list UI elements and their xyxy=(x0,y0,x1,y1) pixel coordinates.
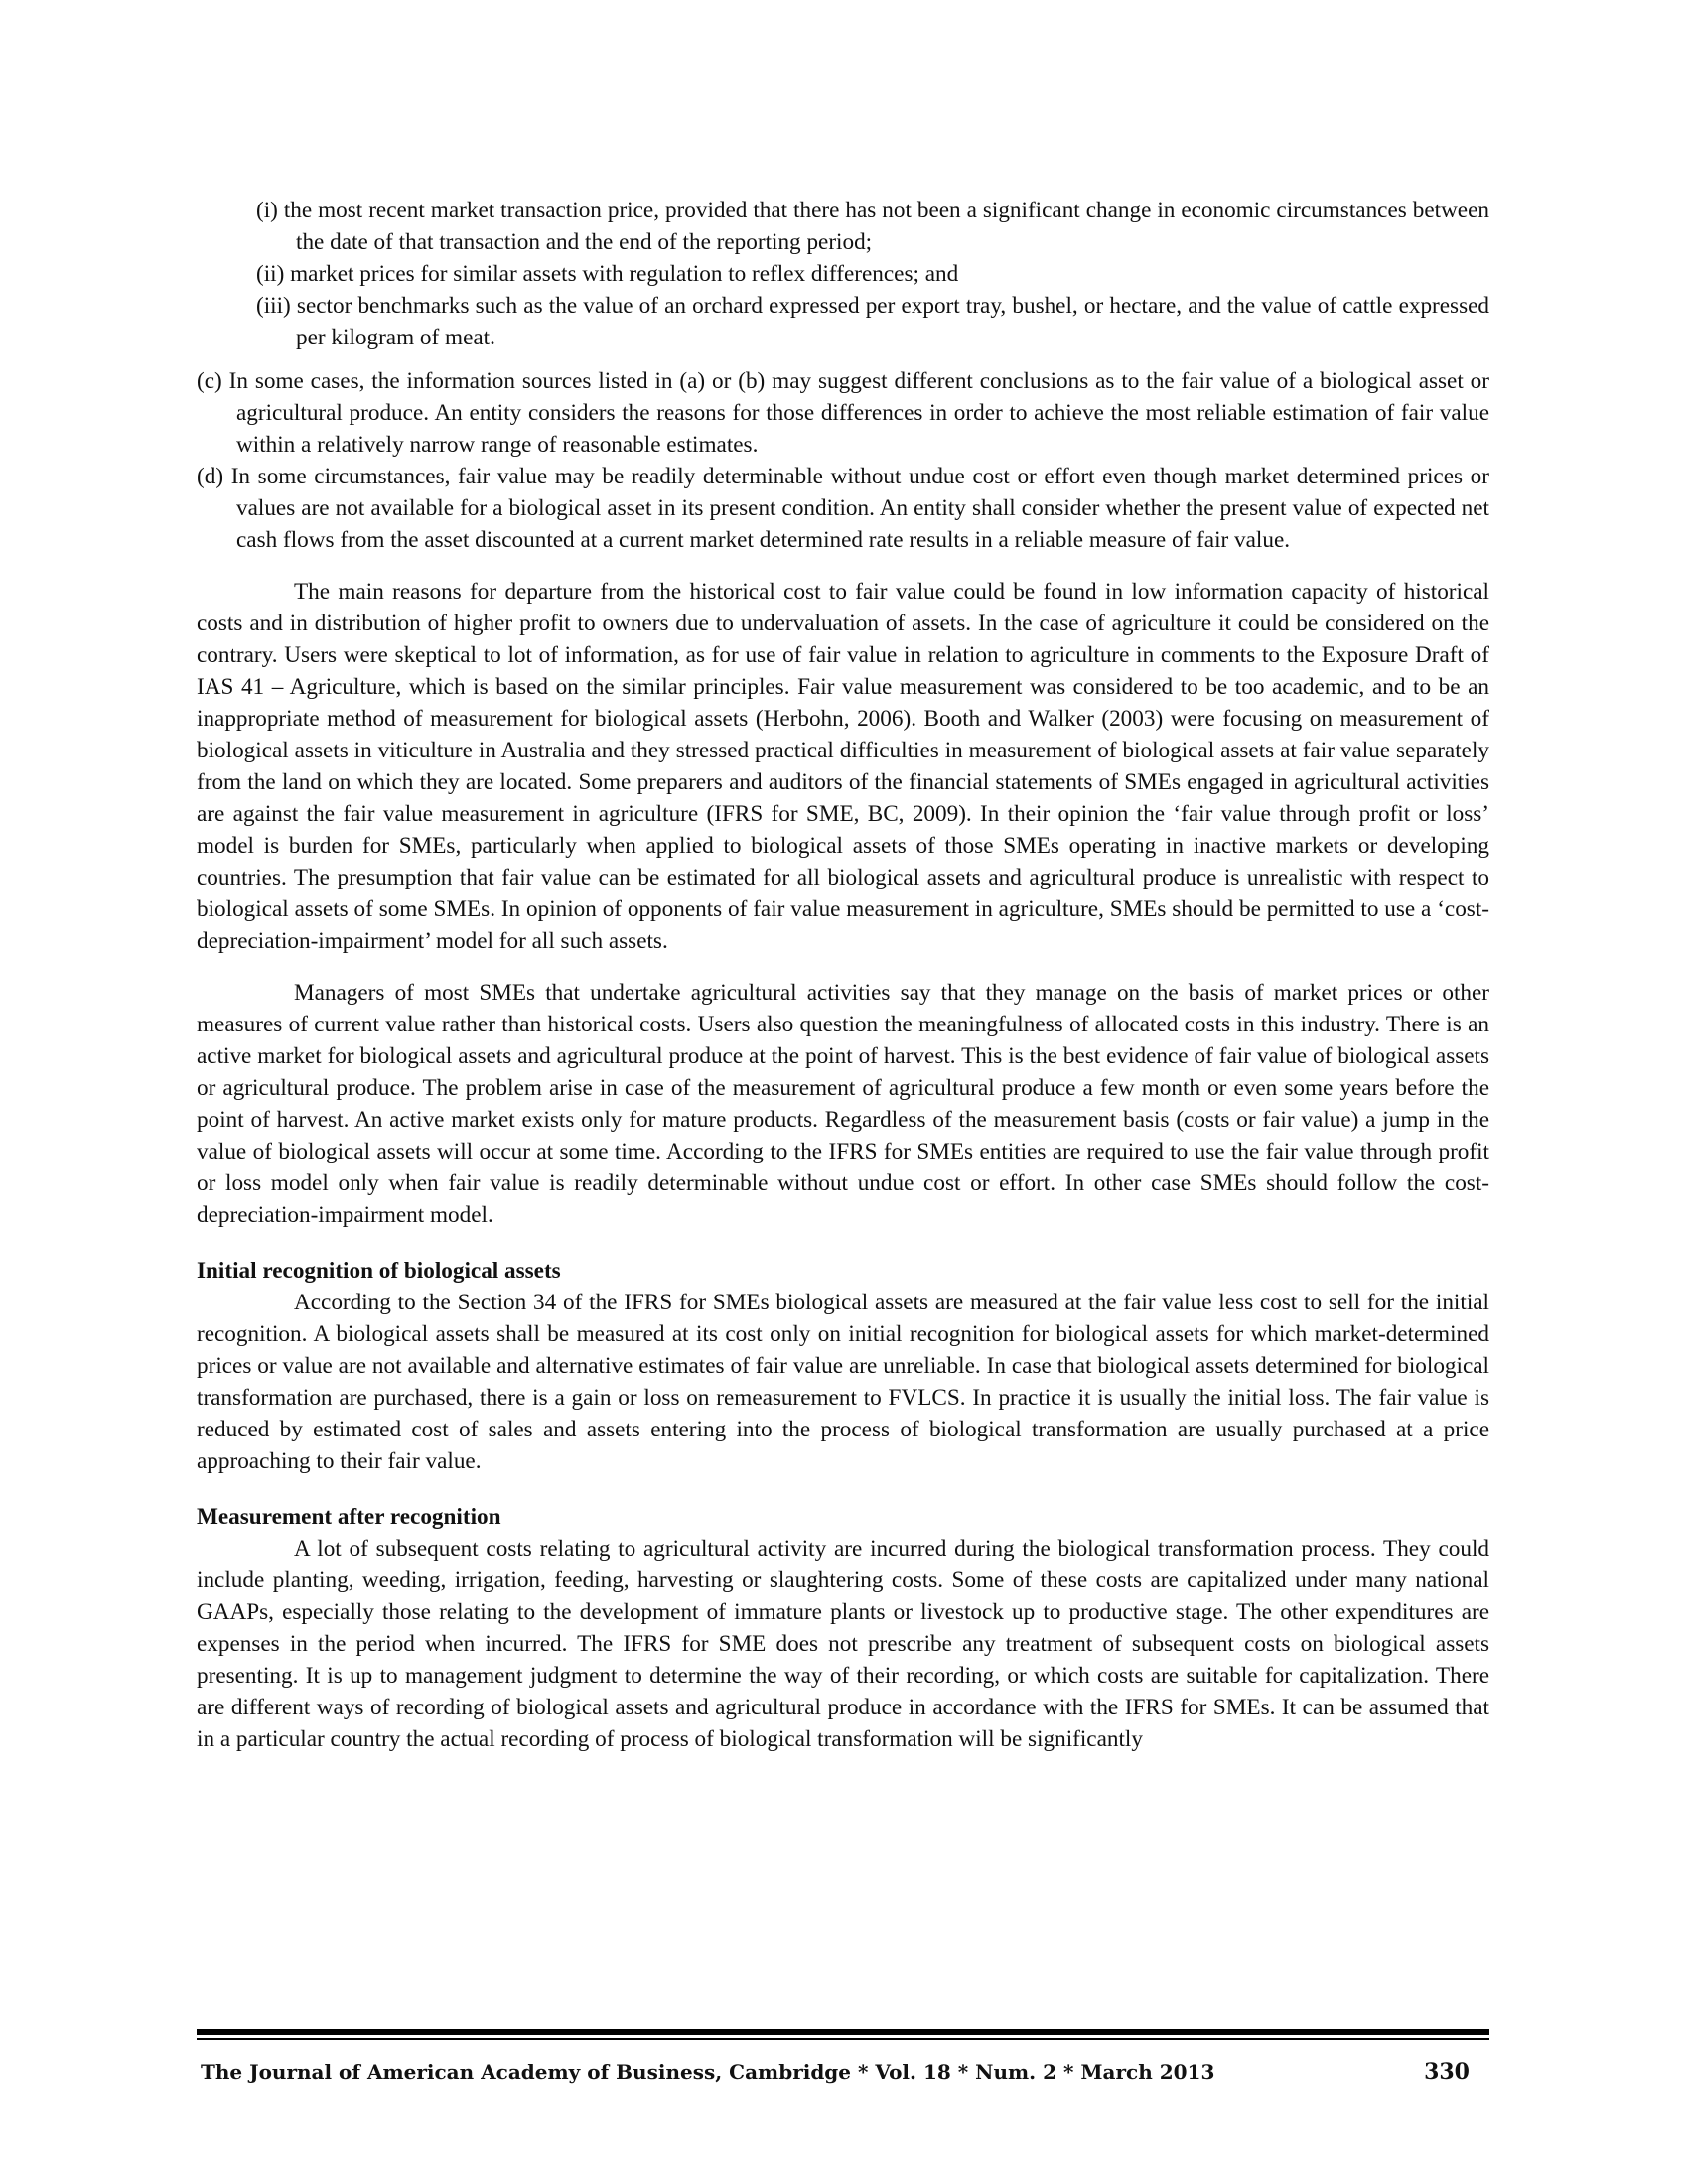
section-heading: Measurement after recognition xyxy=(197,1504,501,1530)
page-footer xyxy=(197,2056,1489,2088)
section-heading: Initial recognition of biological assets xyxy=(197,1258,561,1284)
sub-item-list xyxy=(256,195,1489,353)
page-number: 330 xyxy=(1424,2059,1470,2085)
journal-citation: The Journal of American Academy of Business, Cambridge * Vol. 18 * Num. 2 * March 2013 xyxy=(201,2060,1215,2084)
footer-rule xyxy=(197,2029,1489,2035)
body-paragraph: According to the Section 34 of the IFRS for SMEs biological assets are measured at the fair value less cost to sell for the initial recognition. A biological assets shall be measured at its cost only on initial recognition for biological assets for which market-determined prices or value are not available and alternative estimates of fair value are unreliable. In case that biological assets determined for biological transformation are purchased, there is a gain or loss on remeasurement to FVLCS. In practice it is usually the initial loss. The fair value is reduced by estimated cost of sales and assets entering into the process of biological transformation are usually purchased at a price approaching to their fair value. xyxy=(197,1290,1489,1474)
list-item: (iii) sector benchmarks such as the value of an orchard expressed per export tray, bushel, or hectare, and the value of cattle expressed per kilogram of meat. xyxy=(256,293,1489,350)
list-item: (ii) market prices for similar assets with regulation to reflex differences; and xyxy=(256,261,959,287)
list-item: (d) In some circumstances, fair value may be readily determinable without undue cost or effort even though market determined prices or values are not available for a biological asset in its present condition. An entity shall consider whether the present value of expected net cash flows from the asset discounted at a current market determined rate results in a reliable measure of fair value. xyxy=(197,464,1489,553)
body-paragraph: The main reasons for departure from the historical cost to fair value could be found in low information capacity of historical costs and in distribution of higher profit to owners due to undervaluation of assets. In the case of agriculture it could be considered on the contrary. Users were skeptical to lot of information, as for use of fair value in relation to agriculture in comments to the Exposure Draft of IAS 41 – Agriculture, which is based on the similar principles. Fair value measurement was considered to be too academic, and to be an inappropriate method of measurement for biological assets (Herbohn, 2006). Booth and Walker (2003) were focusing on measurement of biological assets in viticulture in Australia and they stressed practical difficulties in measurement of biological assets at fair value separately from the land on which they are located. Some preparers and auditors of the financial statements of SMEs engaged in agricultural activities are against the fair value measurement in agriculture (IFRS for SME, BC, 2009). In their opinion the ‘fair value through profit or loss’ model is burden for SMEs, particularly when applied to biological assets of those SMEs operating in inactive markets or developing countries. The presumption that fair value can be estimated for all biological assets and agricultural produce is unrealistic with respect to biological assets of some SMEs. In opinion of opponents of fair value measurement in agriculture, SMEs should be permitted to use a ‘cost-depreciation-impairment’ model for all such assets. xyxy=(197,579,1489,954)
list-item: (c) In some cases, the information sources listed in (a) or (b) may suggest different conclusions as to the fair value of a biological asset or agricultural produce. An entity considers the reasons for those differences in order to achieve the most reliable estimation of fair value within a relatively narrow range of reasonable estimates. xyxy=(197,368,1489,458)
item-list xyxy=(197,365,1489,556)
footer-rule xyxy=(197,2038,1489,2040)
body-paragraph: A lot of subsequent costs relating to agricultural activity are incurred during the biological transformation process. They could include planting, weeding, irrigation, feeding, harvesting or slaughtering costs. Some of these costs are capitalized under many national GAAPs, especially those relating to the development of immature plants or livestock up to productive stage. The other expenditures are expenses in the period when incurred. The IFRS for SME does not prescribe any treatment of subsequent costs on biological assets presenting. It is up to management judgment to determine the way of their recording, or which costs are suitable for capitalization. There are different ways of recording of biological assets and agricultural produce in accordance with the IFRS for SMEs. It can be assumed that in a particular country the actual recording of process of biological transformation will be significantly xyxy=(197,1536,1489,1752)
body-paragraph: Managers of most SMEs that undertake agricultural activities say that they manage on the basis of market prices or other measures of current value rather than historical costs. Users also question the meaningfulness of allocated costs in this industry. There is an active market for biological assets and agricultural produce at the point of harvest. This is the best evidence of fair value of biological assets or agricultural produce. The problem arise in case of the measurement of agricultural produce a few month or even some years before the point of harvest. An active market exists only for mature products. Regardless of the measurement basis (costs or fair value) a jump in the value of biological assets will occur at some time. According to the IFRS for SMEs entities are required to use the fair value through profit or loss model only when fair value is readily determinable without undue cost or effort. In other case SMEs should follow the cost-depreciation-impairment model. xyxy=(197,980,1489,1228)
list-item: (i) the most recent market transaction price, provided that there has not been a significant change in economic circumstances between the date of that transaction and the end of the reporting period; xyxy=(256,198,1489,255)
page-body xyxy=(197,195,1489,1755)
